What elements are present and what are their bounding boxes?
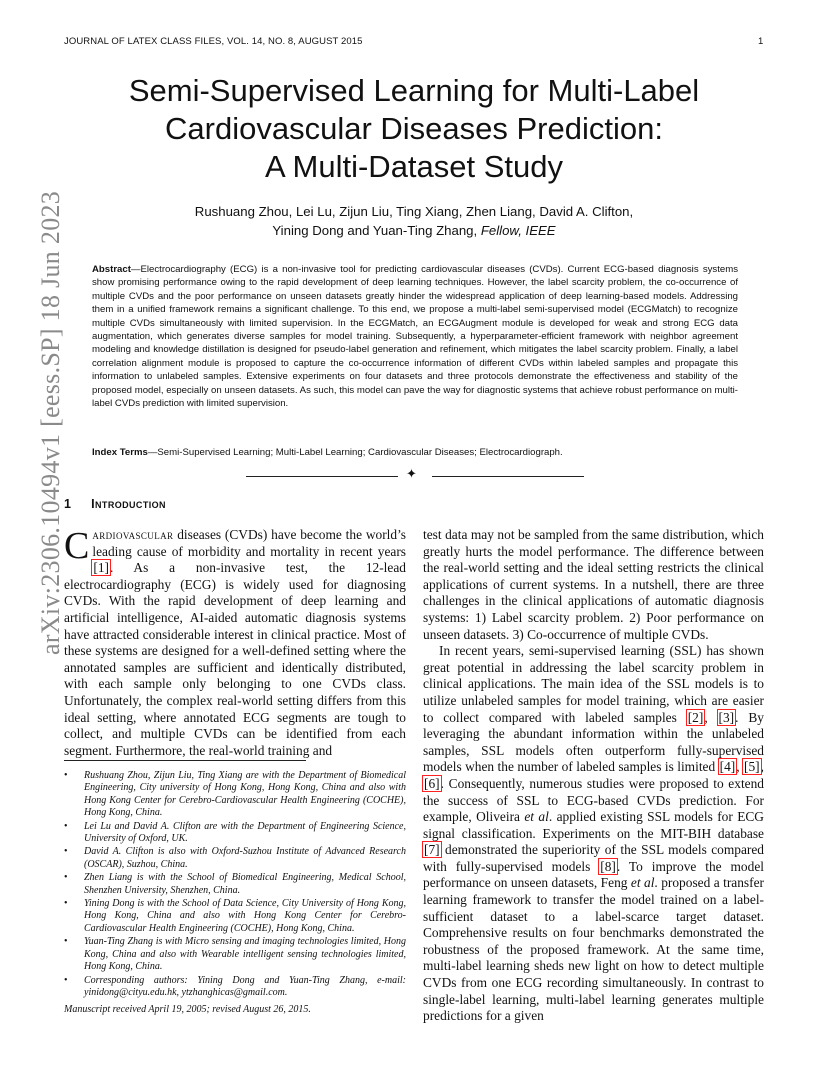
authors-line-1: Rushuang Zhou, Lei Lu, Zijun Liu, Ting Xiang, Zhen Liang, David A. Clifton,	[194, 204, 634, 219]
paragraph-text: . Consequently, numerous studies were proposed to extend the success of SSL to ECG-based CVDs prediction. For example, Oliveira	[423, 775, 764, 825]
footnote-item: • Yining Dong is with the School of Data Science, City University of Hong Kong, Hong Kong, China and also with Hong Kong Center for Cerebro-Cardiovascular Health Engineering (COCHE), Hong Kong, China.	[64, 898, 406, 935]
et-al: et al	[524, 809, 549, 825]
punctuation: ,	[704, 709, 718, 725]
index-terms-label: Index Terms	[92, 447, 148, 458]
paragraph-text: . To improve the model performance on unseen datasets, Feng	[423, 858, 764, 891]
paragraph-text: . By leveraging the abundant information within the unlabeled samples, SSL models often outperform fully-supervised models when the number of labeled samples is limited	[423, 709, 764, 775]
citation-link[interactable]: [8]	[600, 858, 616, 874]
paragraph-text: . proposed a transfer learning framework to transfer the model trained on a label-sufficient dataset to a label-scarce target dataset. Comprehensive results on four benchmarks demonstrated the robustness of the proposed framework. At the same time, multi-label learning sheds new light on how to detect multiple CVDs from one ECG recording simultaneously. In contrast to single-label learning, multi-label learning generates multiple predictions for a given	[423, 875, 764, 1024]
citation-link[interactable]: [7]	[424, 842, 440, 858]
citation-link[interactable]: [1]	[93, 560, 109, 576]
title-line: A Multi-Dataset Study	[264, 149, 564, 184]
left-column	[64, 527, 406, 759]
citation-link[interactable]: [5]	[744, 759, 760, 775]
intro-paragraph-1	[64, 527, 406, 759]
footnote-item: • David A. Clifton is also with Oxford-Suzhou Institute of Advanced Research (OSCAR), Suzhou, China.	[64, 846, 406, 871]
section-separator	[246, 467, 584, 482]
paragraph-text: demonstrated the superiority of the SSL models compared with fully-supervised models	[423, 842, 764, 874]
abstract-text: —Electrocardiography (ECG) is a non-invasive tool for predicting cardiovascular diseases (CVDs). Current ECG-based diagnosis systems show promising performance owing to the rapid development of deep learning techniques. However, the label scarcity problem, the co-occurrence of multiple CVDs and the poor performance on unseen datasets greatly hinder the widespread application of deep learning-based models. Addressing them in a unified framework remains a significant challenge. To this end, we propose a multi-label semi-supervised model (ECGMatch) to recognize multiple CVDs simultaneously with limited supervision. In the ECGMatch, an ECGAugment module is developed for weak and strong ECG data augmentation, which generates diverse samples for model training. Subsequently, a hyperparameter-efficient framework with neighbor agreement modeling and knowledge distillation is designed for pseudo-label generation and refinement, which mitigates the label scarcity problem. Finally, a label correlation alignment module is proposed to capture the co-occurrence information of different CVDs within labeled samples and propagate this information to unlabeled samples. Extensive experiments on four datasets and three protocols demonstrate the effectiveness and stability of the proposed model, especially on unseen datasets. As such, this model can pave the way for diagnostic systems that achieve robust performance on multi-label CVDs prediction with limited supervision.	[92, 264, 738, 410]
footnote-item: • Yuan-Ting Zhang is with Micro sensing and imaging technologies limited, Hong Kong, China and also with Wearable intelligent sensing technologies limited, Hong Kong, China.	[64, 936, 406, 973]
paragraph-text: . applied existing SSL models for ECG signal classification. Experiments on the MIT-BIH database	[423, 809, 764, 841]
section-title: Introduction	[91, 497, 166, 511]
smallcaps-word: ardiovascular	[92, 527, 174, 542]
abstract	[92, 263, 738, 410]
intro-paragraph-1-cont: test data may not be sampled from the same distribution, which greatly hurts the model performance. The difference between the real-world setting and the ideal setting restricts the clinical applications of current systems. In a nutshell, there are three challenges in the clinical applications of automatic diagnosis systems: 1) Label scarcity problem. 2) Poor performance on unseen datasets. 3) Co-occurrence of multiple CVDs.	[423, 527, 764, 642]
paragraph-text: In recent years, semi-supervised learning (SSL) has shown great potential in addressing the label scarcity problem in clinical applications. The main idea of the SSL models is to utilize unlabeled samples for model training, which are easier to collect compared with labeled samples	[423, 643, 764, 725]
title-line: Semi-Supervised Learning for Multi-Label	[128, 73, 700, 108]
fellow-title: Fellow, IEEE	[480, 223, 556, 238]
footnote-item: • Rushuang Zhou, Zijun Liu, Ting Xiang are with the Department of Biomedical Engineering, City university of Hong Kong, Hong Kong, China and also with Hong Kong Center for Cerebro-Cardiovascular Health Engineering (COCHE), Hong Kong, China.	[64, 770, 406, 820]
intro-paragraph-2	[423, 643, 764, 1025]
footnote-item: • Zhen Liang is with the School of Biomedical Engineering, Medical School, Shenzhen University, Shenzhen, China.	[64, 872, 406, 897]
paper-title	[0, 72, 828, 186]
paragraph-text: diseases (CVDs) have become the world’s leading cause of morbidity and mortality in recent years	[92, 527, 406, 559]
running-header: JOURNAL OF LATEX CLASS FILES, VOL. 14, NO. 8, AUGUST 2015	[64, 36, 363, 47]
authors-line-2	[0, 221, 828, 240]
et-al: et al	[630, 875, 655, 891]
footnote-rule	[64, 760, 306, 761]
index-terms	[92, 446, 738, 459]
index-terms-text: —Semi-Supervised Learning; Multi-Label Learning; Cardiovascular Diseases; Electrocardiograph.	[147, 447, 563, 458]
citation-link[interactable]: [3]	[718, 709, 735, 725]
drop-cap: C	[64, 525, 90, 567]
authors-names: Yining Dong and Yuan-Ting Zhang,	[272, 223, 481, 238]
manuscript-note: Manuscript received April 19, 2005; revised August 26, 2015.	[64, 1004, 311, 1016]
separator-line-right	[432, 476, 584, 477]
citation-link[interactable]: [2]	[687, 709, 704, 725]
abstract-label: Abstract	[92, 264, 131, 275]
citation-link[interactable]: [6]	[424, 775, 440, 791]
page-number: 1	[758, 36, 764, 47]
footnote-item: • Lei Lu and David A. Clifton are with the Department of Engineering Science, University of Oxford, UK.	[64, 821, 406, 846]
punctuation: ,	[736, 759, 744, 775]
paragraph-text: . As a non-invasive test, the 12-lead electrocardiography (ECG) is widely used for diagnosing CVDs. With the rapid development of deep learning and artificial intelligence, AI-aided automatic diagnosis systems have attracted considerable interest in clinical practice. Most of these systems are designed for a well-defined setting where the annotated samples are sufficient and identically distributed, with each sample only belonging to one CVDs class. Unfortunately, the complex real-world setting differs from this ideal setting, where annotated ECG segments are tough to collect, and multiple CVDs can be identified from each segment. Furthermore, the real-world training and	[64, 560, 406, 758]
section-number: 1	[64, 497, 72, 511]
diamond-icon: ✦	[406, 467, 417, 482]
right-column	[423, 527, 764, 1025]
citation-link[interactable]: [4]	[719, 759, 736, 775]
title-line: Cardiovascular Diseases Prediction:	[165, 111, 663, 146]
punctuation: ,	[760, 759, 764, 775]
footnote-item: • Corresponding authors: Yining Dong and Yuan-Ting Zhang, e-mail: yinidong@cityu.edu.hk, ytzhanghicas@gmail.com.	[64, 975, 406, 1000]
arxiv-stamp[interactable]: arXiv:2306.10494v1 [eess.SP] 18 Jun 2023	[36, 190, 65, 655]
separator-line-left	[246, 476, 398, 477]
author-list	[0, 202, 828, 240]
footnotes	[64, 770, 406, 1017]
section-heading	[64, 497, 166, 511]
